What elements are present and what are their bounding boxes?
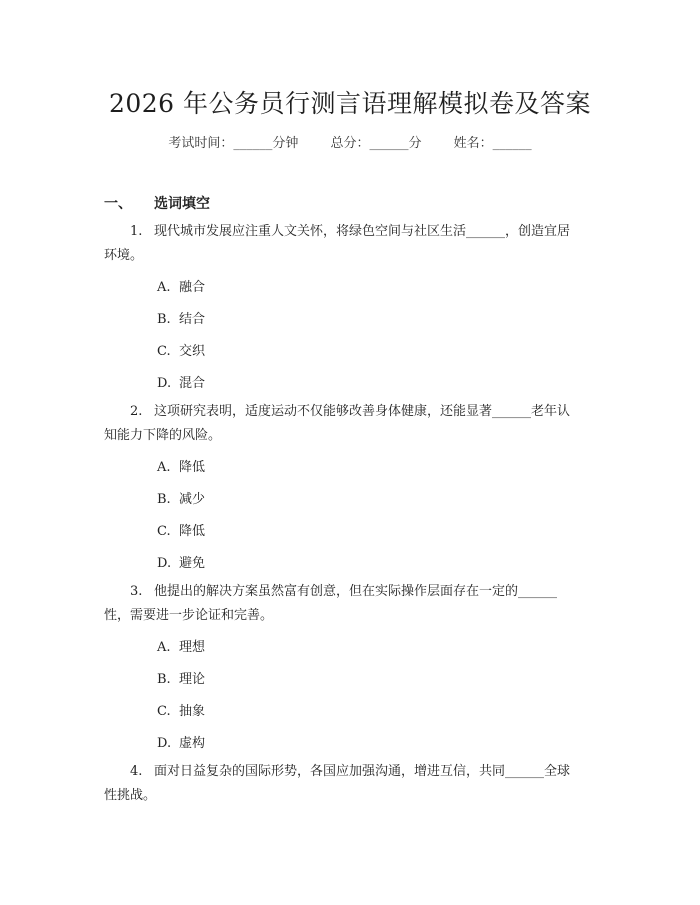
student-name-field: 姓名：______ (453, 136, 532, 151)
option-a (157, 456, 205, 475)
option-text: 交织 (179, 344, 206, 359)
option-text: 避免 (179, 556, 206, 571)
option-letter: D. (157, 556, 172, 571)
option-b (157, 488, 205, 507)
option-letter: A. (157, 460, 171, 475)
question-text-line1: 面对日益复杂的国际形势，各国应加强沟通，增进互信，共同______全球 (154, 764, 571, 779)
question-2 (104, 400, 596, 448)
option-text: 减少 (179, 492, 206, 507)
question-text-line2: 性挑战。 (104, 788, 157, 803)
question-text-line1: 这项研究表明，适度运动不仅能够改善身体健康，还能显著______老年认 (154, 404, 571, 419)
option-text: 抽象 (179, 704, 206, 719)
option-text: 混合 (179, 376, 206, 391)
option-text: 降低 (179, 460, 206, 475)
option-b (157, 308, 205, 327)
option-letter: A. (157, 640, 171, 655)
question-number: 2. (130, 404, 143, 419)
question-text-line1: 现代城市发展应注重人文关怀，将绿色空间与社区生活______，创造宜居 (154, 224, 571, 239)
question-number: 1. (130, 224, 143, 239)
option-letter: B. (157, 312, 171, 327)
option-text: 降低 (179, 524, 206, 539)
option-text: 虚构 (179, 736, 206, 751)
document-title: 2026 年公务员行测言语理解模拟卷及答案 (108, 89, 592, 118)
question-text-line2: 性，需要进一步论证和完善。 (104, 608, 274, 623)
question-3 (104, 580, 596, 628)
option-letter: B. (157, 492, 171, 507)
option-c (157, 340, 205, 359)
option-text: 理论 (179, 672, 206, 687)
option-b (157, 668, 205, 687)
exam-info-line (0, 132, 700, 151)
question-text-line1: 他提出的解决方案虽然富有创意，但在实际操作层面存在一定的______ (154, 584, 558, 599)
option-letter: D. (157, 376, 172, 391)
option-text: 理想 (179, 640, 206, 655)
question-number: 3. (130, 584, 143, 599)
option-letter: B. (157, 672, 171, 687)
exam-time-field: 考试时间：______分钟 (168, 136, 299, 151)
option-letter: D. (157, 736, 172, 751)
question-1 (104, 220, 596, 268)
question-4 (104, 760, 596, 808)
question-number: 4. (130, 764, 143, 779)
option-letter: A. (157, 280, 171, 295)
option-c (157, 520, 205, 539)
option-text: 融合 (179, 280, 206, 295)
option-d (157, 552, 205, 571)
option-d (157, 372, 205, 391)
section-number: 一、 (104, 196, 132, 212)
section-title: 选词填空 (154, 196, 210, 212)
option-d (157, 732, 205, 751)
section-heading (104, 193, 210, 213)
total-score-field: 总分：______分 (330, 136, 422, 151)
question-text-line2: 知能力下降的风险。 (104, 428, 222, 443)
option-letter: C. (157, 704, 171, 719)
option-text: 结合 (179, 312, 206, 327)
option-a (157, 636, 205, 655)
option-a (157, 276, 205, 295)
option-c (157, 700, 205, 719)
option-letter: C. (157, 344, 171, 359)
question-text-line2: 环境。 (104, 248, 144, 263)
option-letter: C. (157, 524, 171, 539)
